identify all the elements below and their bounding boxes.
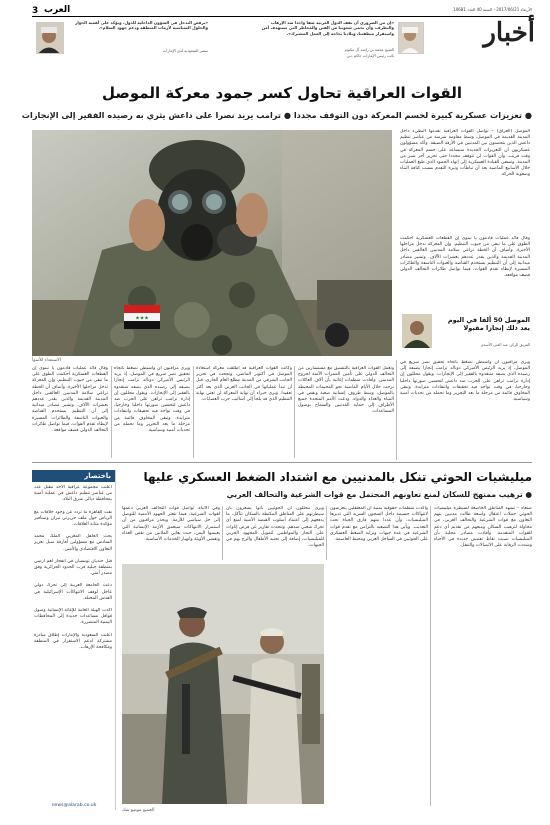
page-number: 3	[32, 6, 39, 16]
briefs-email[interactable]: news@alarab.co.uk	[51, 803, 97, 808]
brief-item: أكدت الهيئة العامة للإغاثة الإنسانية وصول قوافل مساعدات جديدة إلى المحافظات اليمنية المتضررة.	[34, 608, 112, 626]
column-rule	[111, 366, 112, 458]
section-divider	[32, 462, 532, 463]
brief-item: أعلنت السعودية والإمارات إطلاق مبادرة مشتركة لدعم الاستقرار في المنطقة ومكافحة الإرهاب.	[34, 632, 112, 651]
column-rule	[294, 366, 295, 458]
sidebar-portrait	[402, 314, 432, 348]
date-line: الأربعاء 2017/06/21 - السنة 40 العدد 10681	[453, 7, 532, 12]
column-rule	[193, 366, 194, 458]
story1-subhead-2: ترامب يريد نصرا على داعش يثري به رصيده الفقير إلى الإنجازات	[21, 110, 281, 120]
quote-right: «إن من الضروري أن تقف الدول العربية صفا واحدا ضد الإرهاب والتطرف، وأن نحمي شعوبنا من الفتن والمخاطر التي تستهدف أمن واستقرار منطقتنا، وبلادنا بحاجة إلى العمل المشترك».	[261, 20, 394, 36]
quote-left-author: سفير السعودية لدى الإمارات	[162, 48, 208, 53]
brief-item: بحث العاهل المغربي الملك محمد السادس مع مسؤولين أفارقة سبل تعزيز التعاون الاقتصادي والأمني.	[34, 534, 112, 552]
story1-column-7: وقال قائد عمليات قادمون يا نينوى إن القطعات العسكرية أحكمت الطوق على ما تبقى من جيوب التنظيم، وإن المعركة تدخل مراحلها الأخيرة. وأضاف أن الخطة تراعي سلامة المدنيين العالقين داخل المدينة القديمة والذين يقدر عددهم بعشرات الآلاف. وتشير مصادر ميدانية إلى أن التنظيم يستخدم القناصة والعبوات الناسفة والطائرات المسيرة لإبطاء تقدم القوات، فيما تواصل طائرات التحالف الدولي قصف مواقعه.	[32, 366, 108, 434]
story2-column-3: ويرى محللون أن الحوثيين باتوا يشعرون بأن سيطرتهم على المناطق المكتظة بالسكان تتآكل، ما يدفعهم إلى اعتماد أسلوب القبضة الأمنية لمنع أي تحرك شعبي ضدهم. وتتحدث تقارير عن فرض إتاوات على التجار والمواطنين لتمويل المجهود الحربي للميليشيات، إضافة إلى تجنيد الأطفال والزج بهم في الجبهات.	[226, 506, 324, 549]
story1-subheads	[21, 110, 532, 120]
story2-column-4: وفي الأثناء، تواصل قوات التحالف العربي دعمها لقوات الشرعية، فيما تتعثر الجهود الأممية للتوصل إلى حل سياسي للأزمة. ويحذر مراقبون من أن استمرار الانتهاكات سيعمق الأزمة الإنسانية التي يعيشها اليمن، حيث يعاني الملايين من نقص الغذاء وتفشي الأوبئة وانهيار الخدمات الأساسية.	[122, 506, 220, 543]
story2-photo	[122, 564, 324, 804]
story1-column-4: وتعمل القوات العراقية بالتنسيق مع مستشارين من التحالف الدولي على تأمين الممرات الآمنة لخروج المدنيين. وأفادت منظمات إغاثية بأن آلاف العائلات نزحت خلال الأيام الماضية نحو المخيمات المحيطة بالموصل، وسط ظروف إنسانية صعبة ونقص في المياه والغذاء والدواء. ودعت الأمم المتحدة جميع الأطراف إلى حماية المدنيين والسماح بوصول المساعدات.	[298, 366, 394, 415]
bullet-icon: ●	[283, 110, 291, 120]
masthead-rule	[32, 16, 532, 17]
quote-right-author: الشيخ محمد بن راشد آل مكتوم	[344, 47, 394, 52]
briefs-list	[32, 482, 115, 651]
story1-headline: القوات العراقية تحاول كسر جمود معركة الموصل	[102, 84, 462, 102]
portrait-left	[36, 22, 64, 54]
bullet-icon: ●	[525, 490, 532, 499]
bullet-icon: ●	[524, 110, 532, 120]
story1-column-2: وقال قائد عمليات قادمون يا نينوى إن القطعات العسكرية أحكمت الطوق على ما تبقى من جيوب التنظيم، وإن المعركة تدخل مراحلها الأخيرة. وأضاف أن الخطة تراعي سلامة المدنيين العالقين داخل المدينة القديمة والذين يقدر عددهم بعشرات الآلاف. وتشير مصادر ميدانية إلى أن التنظيم يستخدم القناصة والعبوات الناسفة والطائرات المسيرة لإبطاء تقدم القوات، فيما تواصل طائرات التحالف الدولي قصف مواقعه.	[400, 236, 530, 279]
story1-subhead-1: تعزيزات عسكرية كبيرة لحسم المعركة دون التوقف مجددا	[293, 110, 522, 120]
brief-item: قتل جنديان تونسيان في انفجار لغم أرضي بمنطقة جبلية قرب الحدود الجزائرية وفق مصدر أمني.	[34, 558, 112, 577]
story1-photo	[32, 130, 392, 356]
column-rule	[396, 360, 397, 460]
sidebar-name: الفريق الركن عبد الغني الأسدي	[480, 342, 530, 347]
story1-column-5: وكانت القوات العراقية قد أطلقت معركة استعادة الموصل في أكتوبر الماضي، ونجحت في تحرير الجانب الشرقي من المدينة مطلع العام الجاري، قبل أن تبدأ عملياتها في الجانب الغربي الذي يعد أكثر تعقيدا. ويرى خبراء أن نهاية المعركة لن تعني نهاية التنظيم الذي قد يلجأ إلى أساليب حرب العصابات.	[196, 366, 292, 403]
story2-photo-credit: الجميع موضع شك	[122, 808, 155, 813]
story1-column-6: ويرى مراقبون أن واشنطن تضغط باتجاه تحقيق نصر سريع في الموصل، إذ يريد الرئيس الأميركي دونالد ترامب إنجازا يضيفه إلى رصيده الذي يصفه منتقدوه بالفقير إلى الإنجازات. ويقول محللون إن إدارة ترامب تراهن على الحرب ضد داعش لتحسين صورتها داخليا وخارجيا، في وقت تواجه فيه تحقيقات وانتقادات متزايدة. وتبقى المخاوف قائمة من مرحلة ما بعد التحرير وما تحمله من تحديات أمنية وسياسية.	[114, 366, 190, 434]
story2-column-2: وأكدت منظمات حقوقية يمنية أن المعتقلين يتعرضون لانتهاكات جسيمة داخل السجون السرية التي تديرها الميليشيات، وأن عددا منهم فارق الحياة تحت التعذيب. ويأتي هذا التصعيد بالتزامن مع تقدم قوات الشرعية في عدة جبهات وتزايد الضغط العسكري على الحوثيين في الساحل الغربي ومحيط العاصمة.	[330, 506, 428, 543]
quote-right-author-title: نائب رئيس الإمارات حاكم دبي	[346, 53, 394, 58]
story1-photo-caption: الاستعداد للأسوأ	[32, 358, 61, 363]
story1-sidebar	[400, 236, 530, 356]
svg-text:★★★: ★★★	[135, 315, 149, 322]
story1-column-3: ويرى مراقبون أن واشنطن تضغط باتجاه تحقيق نصر سريع في الموصل، إذ يريد الرئيس الأميركي دونالد ترامب إنجازا يضيفه إلى رصيده الذي يصفه منتقدوه بالفقير إلى الإنجازات. ويقول محللون إن إدارة ترامب تراهن على الحرب ضد داعش لتحسين صورتها داخليا وخارجيا، في وقت تواجه فيه تحقيقات وانتقادات متزايدة. وتبقى المخاوف قائمة من مرحلة ما بعد التحرير وما تحمله من تحديات أمنية وسياسية.	[400, 360, 530, 403]
brief-item: دعت الجامعة العربية إلى تحرك دولي عاجل لوقف الانتهاكات الإسرائيلية في القدس المحتلة.	[34, 583, 112, 601]
brief-item: أعلنت مجموعة عراقية الأحد مقتل عدد من عناصر تنظيم داعش في عملية أمنية بمحافظة ديالى شرق البلاد.	[34, 485, 112, 503]
briefs-title: باختصار	[32, 470, 115, 482]
story2-column-1: صنعاء – تشهد المناطق الخاضعة لسيطرة ميليشيات الحوثي حملات اعتقال واسعة طالت مدنيين بتهم التعاون مع قوات الشرعية والتحالف العربي، في محاولة لترهيب السكان ومنعهم من تقديم أي دعم للقوات المتقدمة. وأفادت مصادر محلية بأن الميليشيات نصبت نقاط تفتيش جديدة في الأحياء وشددت الرقابة على الاتصالات والتنقل.	[434, 506, 532, 549]
masthead	[0, 0, 550, 64]
sidebar-label: الموصل 50 ألفا في اليوم يعد ذلك إنجازا مقبولا	[447, 316, 530, 332]
column-rule	[326, 506, 327, 560]
story2-subhead: ترهيب ممنهج للسكان لمنع تعاونهم المحتمل مع قوات الشرعية والتحالف العربي	[226, 490, 523, 499]
portrait-right	[398, 22, 424, 54]
briefs-panel	[32, 470, 116, 810]
brief-item: نفت القاهرة ما تردد عن وجود خلافات مع الرياض حول ملف جزيرتي تيران وصنافير مؤكدة متانة العلاقات.	[34, 509, 112, 528]
column-rule	[430, 506, 431, 806]
story2-subhead-row	[112, 490, 532, 499]
quote-left: «نرفض التدخل في الشؤون الداخلية للدول، ونؤكد على أهمية الحوار والحلول السياسية لأزمات المنطقة ودعم جهود السلام».	[75, 20, 208, 31]
paper-name: العرب	[44, 5, 71, 15]
story2-headline: ميليشيات الحوثي تنكل بالمدنيين مع اشتداد الضغط العسكري عليها	[143, 470, 532, 484]
story1-column-1: الموصل (العراق) – تواصل القوات العراقية تقدمها البطيء داخل المدينة القديمة في الموصل، وسط مقاومة شرسة من عناصر تنظيم داعش الذين يتحصنون بين المدنيين في الأزقة الضيقة. وأكد مسؤولون عسكريون أن التعزيزات الجديدة ستساعد على حسم المعركة في وقت قريب، وأن القوات لن تتوقف مجددا حتى تحرير آخر شبر من المدينة. وتسعى القيادة العسكرية إلى إنهاء الجمود الذي طبع العمليات خلال الأسابيع الماضية بعد أن تباطأت وتيرة التقدم بسبب كثافة البناء وصعوبة الحركة.	[400, 129, 530, 178]
section-title: أخبار	[483, 18, 535, 48]
column-rule	[222, 506, 223, 560]
